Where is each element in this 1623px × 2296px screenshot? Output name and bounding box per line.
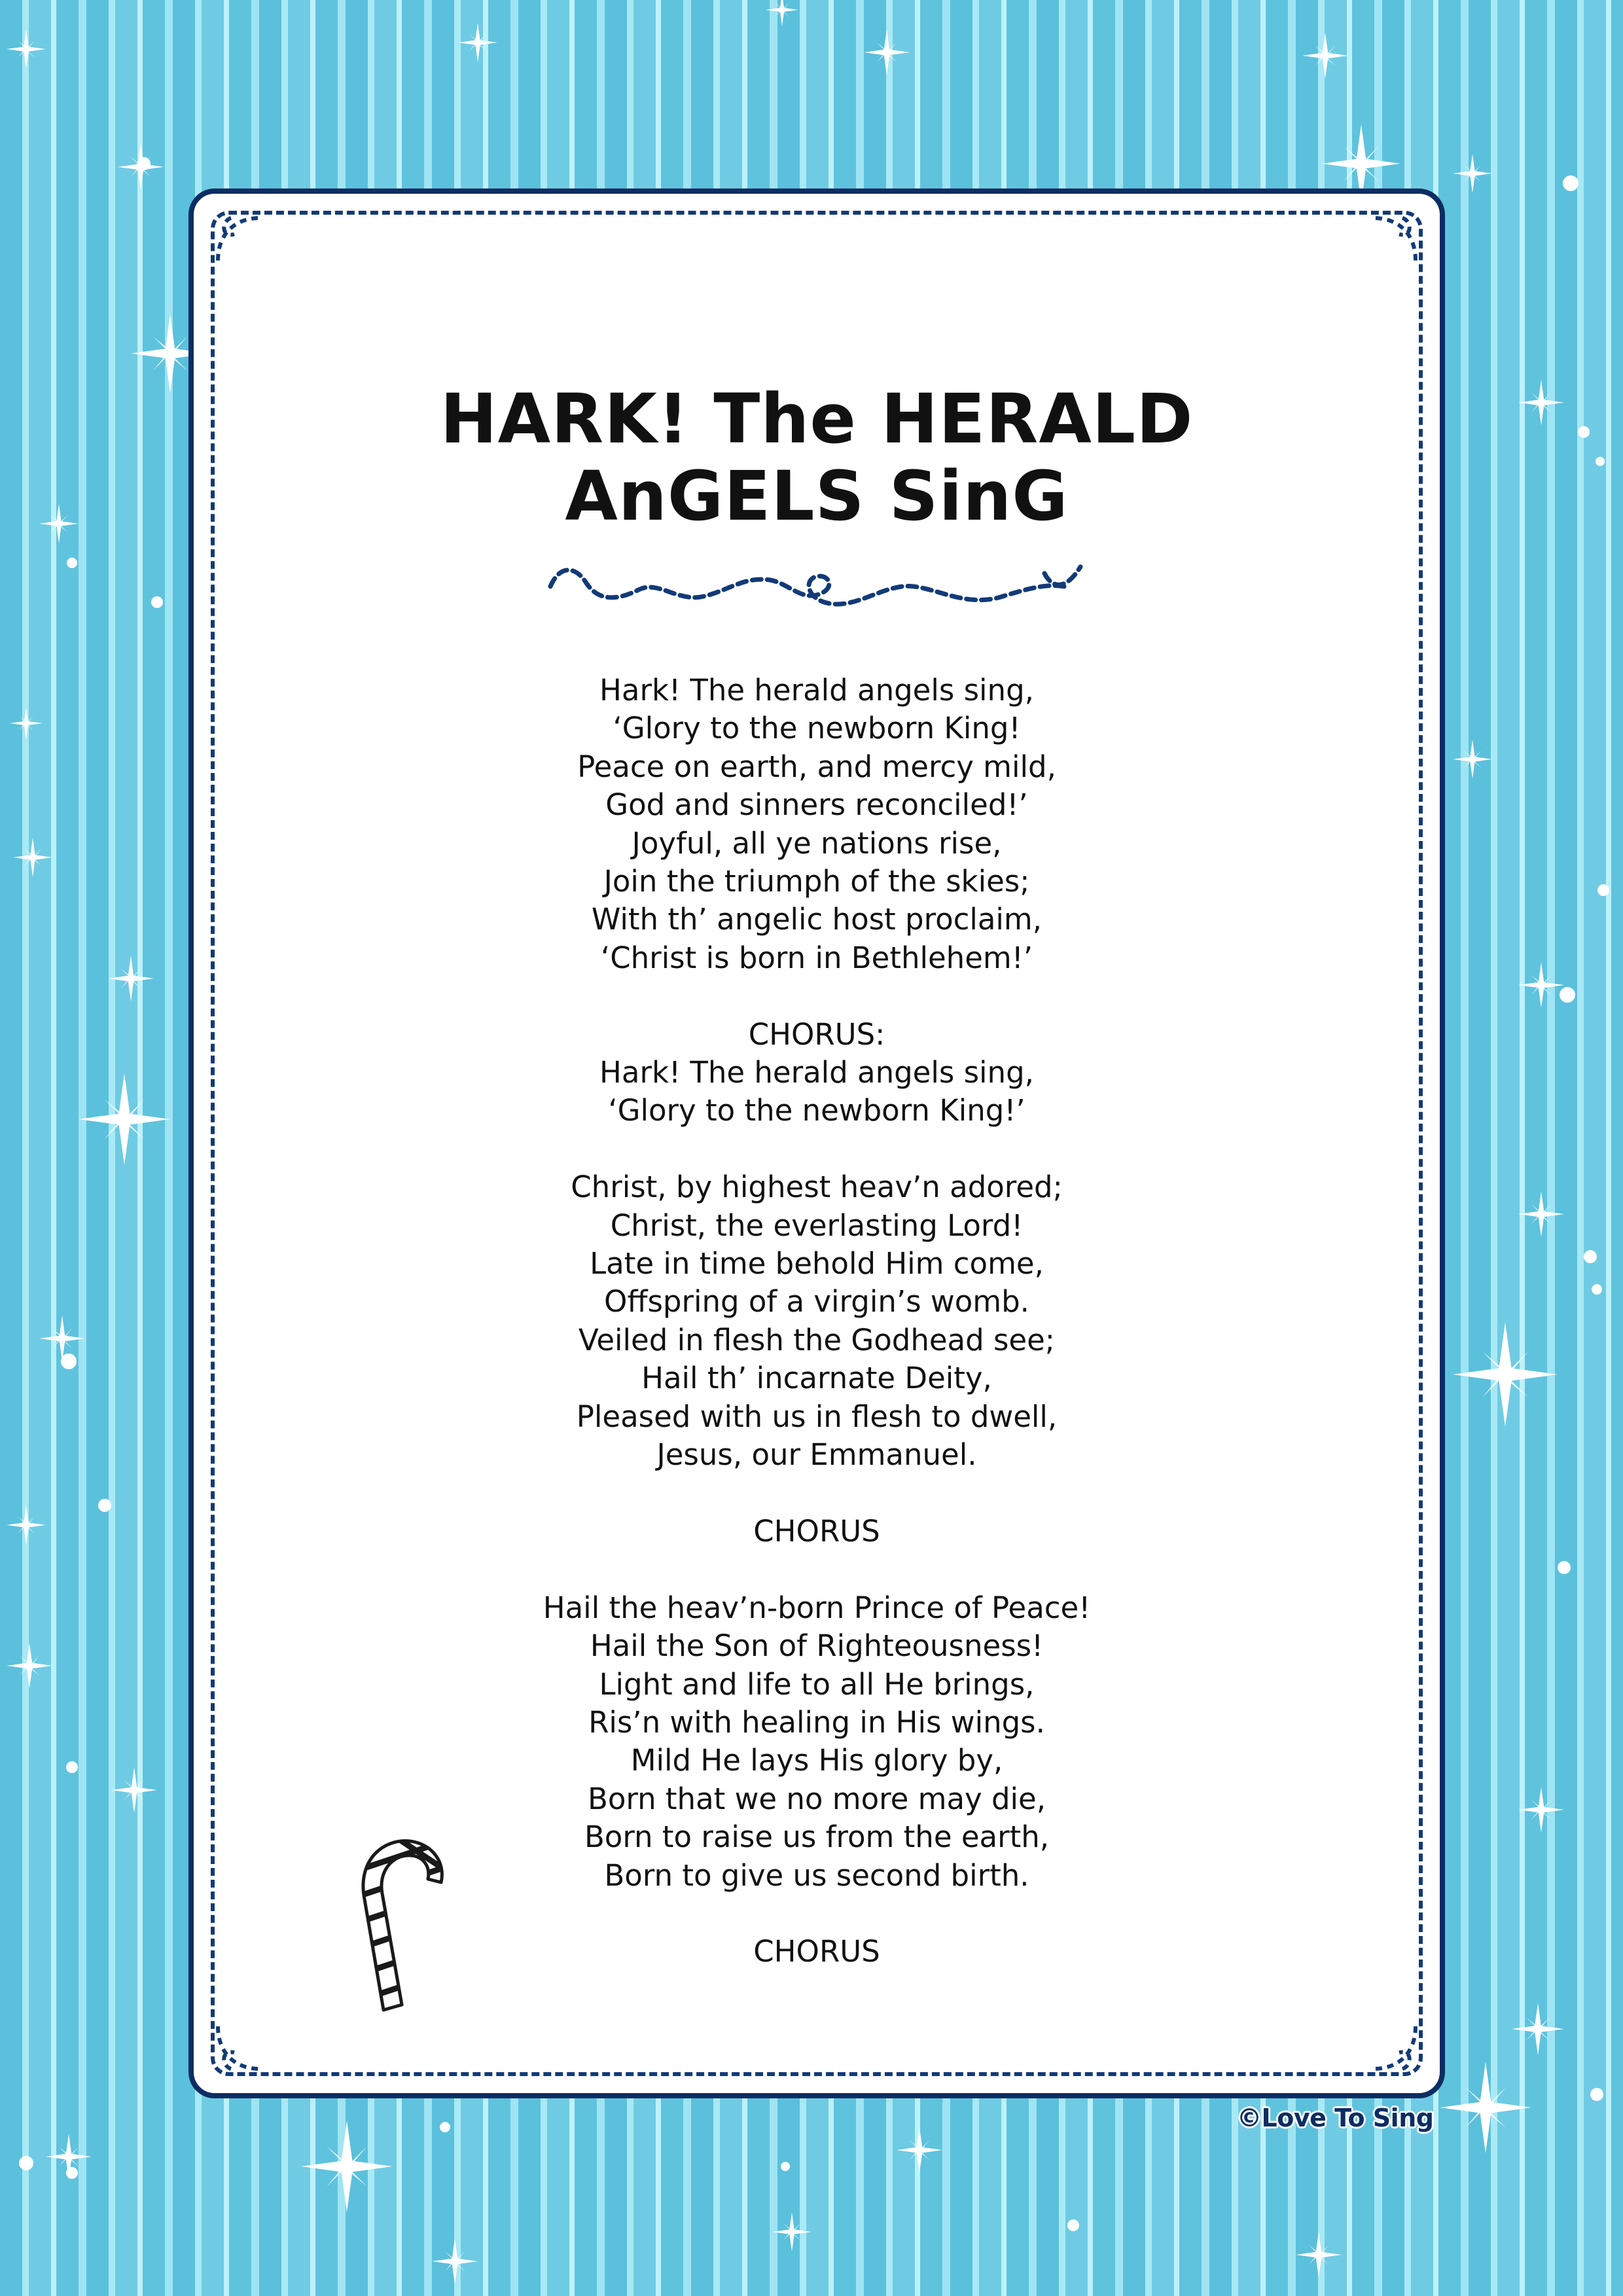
lyric-line: Late in time behold Him come, — [590, 1246, 1044, 1282]
lyric-line: ‘Christ is born in Bethlehem!’ — [600, 940, 1033, 975]
lyric-line: Offspring of a virgin’s womb. — [604, 1284, 1029, 1319]
lyric-line: Born that we no more may die, — [587, 1781, 1046, 1816]
lyric-line: Joyful, all ye nations rise, — [632, 825, 1002, 861]
lyric-line: Hark! The herald angels sing, — [599, 673, 1034, 708]
lyric-line: Peace on earth, and mercy mild, — [577, 749, 1056, 784]
lyric-line: Hail the Son of Righteousness! — [590, 1628, 1044, 1664]
song-title-line-2: AnGELS SinG — [565, 456, 1069, 536]
lyric-line: Jesus, our Emmanuel. — [656, 1437, 977, 1473]
squiggle-divider-icon — [547, 557, 1084, 616]
lyric-line: ‘Glory to the newborn King! — [613, 711, 1021, 746]
chorus-reference: CHORUS — [753, 1934, 880, 1969]
lyric-line: Light and life to all He brings, — [599, 1666, 1035, 1702]
chorus-reference: CHORUS — [753, 1513, 880, 1549]
lyric-line: Ris’n with healing in His wings. — [588, 1704, 1045, 1740]
lyric-line: Veiled in flesh the Godhead see; — [579, 1322, 1055, 1357]
lyrics-card — [188, 188, 1445, 2098]
corner-swirl-icon — [1353, 2007, 1425, 2079]
verse-2 — [194, 1168, 1440, 1474]
song-title-line-1: HARK! The HERALD — [440, 379, 1194, 459]
lyric-line: Hark! The herald angels sing, — [599, 1055, 1034, 1090]
lyric-line: Mild He lays His glory by, — [630, 1743, 1003, 1778]
verse-1 — [194, 672, 1440, 977]
lyric-line: Born to give us second birth. — [604, 1857, 1029, 1893]
corner-swirl-icon — [208, 208, 280, 280]
chorus — [194, 1016, 1440, 1130]
copyright-credit: ©Love To Sing — [1237, 2104, 1434, 2132]
candy-cane-icon — [351, 1833, 449, 2017]
lyric-line: Join the triumph of the skies; — [603, 864, 1030, 899]
lyric-line: Hail th’ incarnate Deity, — [641, 1361, 992, 1396]
corner-swirl-icon — [208, 2007, 280, 2079]
lyric-line: Christ, by highest heav’n adored; — [571, 1170, 1063, 1205]
corner-swirl-icon — [1353, 208, 1425, 280]
lyric-line: With th’ angelic host proclaim, — [591, 902, 1043, 937]
lyric-line: Born to raise us from the earth, — [584, 1820, 1050, 1855]
lyric-line: ‘Glory to the newborn King!’ — [608, 1093, 1026, 1128]
lyrics-body — [194, 672, 1440, 1971]
song-title — [194, 380, 1440, 535]
lyric-line: God and sinners reconciled!’ — [605, 787, 1028, 823]
lyric-line: Christ, the everlasting Lord! — [610, 1208, 1024, 1243]
lyric-line: Pleased with us in flesh to dwell, — [576, 1399, 1058, 1434]
lyric-line: Hail the heav’n-born Prince of Peace! — [543, 1590, 1091, 1625]
chorus-heading: CHORUS: — [748, 1016, 885, 1052]
